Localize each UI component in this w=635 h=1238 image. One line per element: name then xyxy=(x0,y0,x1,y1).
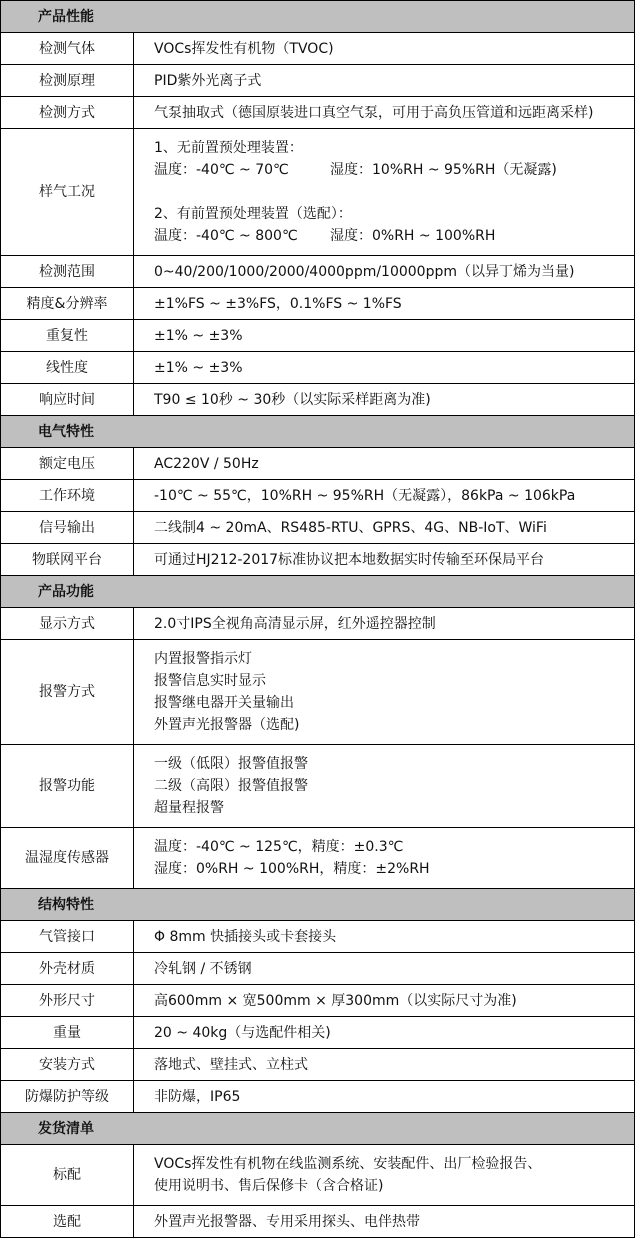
spec-row xyxy=(1,745,635,828)
spec-value-line: -10℃ ~ 55℃，10%RH ~ 95%RH（无凝露），86kPa ~ 106kPa xyxy=(154,487,576,504)
section-header-row xyxy=(1,1113,635,1145)
spec-value xyxy=(134,512,635,544)
spec-value-line xyxy=(154,181,634,203)
spec-row xyxy=(1,65,635,97)
spec-value xyxy=(134,1206,635,1238)
spec-value xyxy=(134,1049,635,1081)
spec-label: 信号输出 xyxy=(1,512,134,544)
spec-label: 外壳材质 xyxy=(1,953,134,985)
spec-value-line: 高600mm × 宽500mm × 厚300mm（以实际尺寸为准) xyxy=(154,992,517,1009)
spec-value xyxy=(134,1017,635,1049)
section-header-row xyxy=(1,889,635,921)
spec-value xyxy=(134,352,635,384)
spec-row xyxy=(1,1049,635,1081)
temperature-range: 温度：-40℃ ~ 800℃ xyxy=(154,228,298,244)
spec-value-line: 报警继电器开关量输出 xyxy=(154,695,294,711)
spec-row xyxy=(1,544,635,576)
spec-value-line: 外置声光报警器、专用采用探头、电伴热带 xyxy=(154,1213,420,1230)
spec-row xyxy=(1,828,635,889)
spec-row xyxy=(1,1081,635,1113)
spec-value-line: 可通过HJ212-2017标准协议把本地数据实时传输至环保局平台 xyxy=(154,551,545,568)
spec-row xyxy=(1,512,635,544)
spec-value xyxy=(134,97,635,129)
spec-label: 标配 xyxy=(1,1145,134,1206)
spec-value xyxy=(134,1081,635,1113)
spec-value-line: 二线制4 ~ 20mA、RS485-RTU、GPRS、4G、NB-IoT、WiFi xyxy=(154,519,547,536)
spec-value-line: 1、无前置预处理装置： xyxy=(154,140,303,156)
spec-label: 响应时间 xyxy=(1,384,134,416)
temperature-range: 温度：-40℃ ~ 70℃ xyxy=(154,162,289,178)
spec-label: 检测范围 xyxy=(1,256,134,288)
humidity-range: 湿度：10%RH ~ 95%RH（无凝露) xyxy=(330,162,557,178)
section-title: 结构特性 xyxy=(1,889,635,921)
spec-value xyxy=(134,828,635,889)
spec-value-line: 一级（低限）报警值报警 xyxy=(154,756,308,772)
spec-label: 重复性 xyxy=(1,320,134,352)
spec-row xyxy=(1,320,635,352)
spec-value-line: 非防爆，IP65 xyxy=(154,1088,241,1105)
spec-label: 物联网平台 xyxy=(1,544,134,576)
spec-value xyxy=(134,256,635,288)
spec-label: 选配 xyxy=(1,1206,134,1238)
spec-value-line: 内置报警指示灯 xyxy=(154,651,252,667)
spec-label: 防爆防护等级 xyxy=(1,1081,134,1113)
spec-value-line xyxy=(154,159,634,181)
spec-value-line xyxy=(154,225,634,247)
spec-label: 精度&分辨率 xyxy=(1,288,134,320)
spec-label: 检测方式 xyxy=(1,97,134,129)
spec-label: 工作环境 xyxy=(1,480,134,512)
spec-label: 重量 xyxy=(1,1017,134,1049)
spec-label: 报警方式 xyxy=(1,640,134,745)
spec-value xyxy=(134,480,635,512)
spec-label: 安装方式 xyxy=(1,1049,134,1081)
spec-value-line: ±1%FS ~ ±3%FS，0.1%FS ~ 1%FS xyxy=(154,295,402,312)
spec-value-line: 湿度：0%RH ~ 100%RH，精度：±2%RH xyxy=(154,861,430,877)
section-title: 产品性能 xyxy=(1,1,635,33)
spec-value-line: 冷轧钢 / 不锈钢 xyxy=(154,960,252,977)
spec-label: 外形尺寸 xyxy=(1,985,134,1017)
spec-value xyxy=(134,1145,635,1206)
spec-value-line: 2、有前置预处理装置（选配）： xyxy=(154,206,352,222)
spec-label: 样气工况 xyxy=(1,129,134,256)
spec-value xyxy=(134,448,635,480)
spec-value xyxy=(134,33,635,65)
spec-value-line: 2.0寸IPS全视角高清显示屏，红外遥控器控制 xyxy=(154,615,436,632)
spec-label: 额定电压 xyxy=(1,448,134,480)
spec-label: 温湿度传感器 xyxy=(1,828,134,889)
spec-value xyxy=(134,921,635,953)
spec-value-line: PID紫外光离子式 xyxy=(154,72,262,89)
spec-row xyxy=(1,352,635,384)
spec-row xyxy=(1,129,635,256)
spec-row xyxy=(1,97,635,129)
section-title: 产品功能 xyxy=(1,576,635,608)
humidity-range: 湿度：0%RH ~ 100%RH xyxy=(330,228,496,244)
spec-row xyxy=(1,288,635,320)
spec-value-line: ±1% ~ ±3% xyxy=(154,359,243,376)
spec-row xyxy=(1,608,635,640)
spec-value xyxy=(134,320,635,352)
spec-row xyxy=(1,1017,635,1049)
spec-value-line: VOCs挥发性有机物（TVOC) xyxy=(154,40,334,57)
spec-label: 报警功能 xyxy=(1,745,134,828)
section-header-row xyxy=(1,416,635,448)
spec-label: 线性度 xyxy=(1,352,134,384)
spec-value-line: 使用说明书、售后保修卡（含合格证) xyxy=(154,1178,384,1194)
spec-label: 显示方式 xyxy=(1,608,134,640)
spec-value xyxy=(134,953,635,985)
spec-row xyxy=(1,33,635,65)
spec-value xyxy=(134,384,635,416)
spec-value-line: 温度：-40℃ ~ 125℃，精度：±0.3℃ xyxy=(154,839,404,855)
spec-table-body xyxy=(1,1,635,1238)
spec-value xyxy=(134,544,635,576)
spec-value xyxy=(134,608,635,640)
spec-row xyxy=(1,985,635,1017)
section-header-row xyxy=(1,1,635,33)
spec-value-line: 0~40/200/1000/2000/4000ppm/10000ppm（以异丁烯为当量) xyxy=(154,263,575,280)
spec-value xyxy=(134,640,635,745)
spec-value-line: 落地式、壁挂式、立柱式 xyxy=(154,1056,308,1073)
section-title: 发货清单 xyxy=(1,1113,635,1145)
spec-row xyxy=(1,953,635,985)
spec-row xyxy=(1,1206,635,1238)
spec-value-line: 报警信息实时显示 xyxy=(154,673,266,689)
spec-value xyxy=(134,129,635,256)
spec-row xyxy=(1,1145,635,1206)
section-title: 电气特性 xyxy=(1,416,635,448)
spec-value-line: Φ 8mm 快插接头或卡套接头 xyxy=(154,928,337,945)
spec-value-line: VOCs挥发性有机物在线监测系统、安装配件、出厂检验报告、 xyxy=(154,1156,542,1172)
spec-value xyxy=(134,745,635,828)
spec-value-line: AC220V / 50Hz xyxy=(154,455,259,472)
spec-row xyxy=(1,448,635,480)
spec-value xyxy=(134,985,635,1017)
spec-value-line: 超量程报警 xyxy=(154,800,224,816)
spec-row xyxy=(1,921,635,953)
spec-label: 气管接口 xyxy=(1,921,134,953)
spec-value-line: 外置声光报警器（选配) xyxy=(154,717,300,733)
spec-value-line: 二级（高限）报警值报警 xyxy=(154,778,308,794)
spec-label: 检测原理 xyxy=(1,65,134,97)
spec-value-line: 气泵抽取式（德国原装进口真空气泵，可用于高负压管道和远距离采样) xyxy=(154,104,594,121)
spec-value-line: 20 ~ 40kg（与选配件相关) xyxy=(154,1024,331,1041)
spec-value xyxy=(134,288,635,320)
spec-value xyxy=(134,65,635,97)
spec-row xyxy=(1,640,635,745)
spec-value-line: T90 ≤ 10秒 ~ 30秒（以实际采样距离为准) xyxy=(154,391,431,408)
spec-row xyxy=(1,256,635,288)
section-header-row xyxy=(1,576,635,608)
spec-label: 检测气体 xyxy=(1,33,134,65)
spec-row xyxy=(1,384,635,416)
spec-value-line: ±1% ~ ±3% xyxy=(154,327,243,344)
spec-row xyxy=(1,480,635,512)
